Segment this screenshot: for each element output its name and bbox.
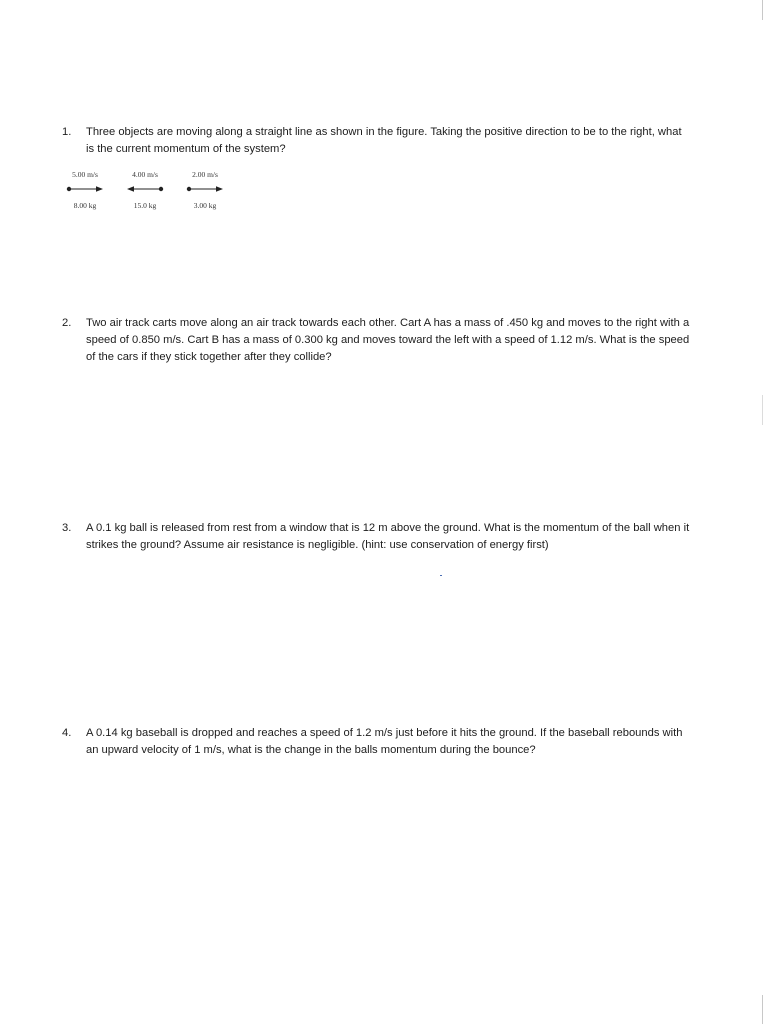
scan-edge-line-top xyxy=(762,0,763,20)
scan-edge-line-middle xyxy=(762,395,763,425)
question-number: 4. xyxy=(62,727,72,739)
object-mass-label: 3.00 kg xyxy=(193,201,217,210)
scan-edge-line-bottom xyxy=(762,995,763,1024)
question-text: Two air track carts move along an air track towards each other. Cart A has a mass of .450 kg and moves to the right with a speed of 0.850 m/s. Cart B has a mass of 0.300 kg and moves toward the left with a speed of 1.12 m/s. What is the speed of the cars if they stick together after they collide? xyxy=(86,317,690,363)
object-mass-label: 8.00 kg xyxy=(73,201,97,210)
object-speed-label: 5.00 m/s xyxy=(72,170,98,179)
question-1 xyxy=(62,124,692,158)
momentum-figure xyxy=(60,168,240,212)
figure-object-1 xyxy=(60,168,110,212)
question-text: A 0.14 kg baseball is dropped and reaches a speed of 1.2 m/s just before it hits the ground. If the baseball rebounds with an upward velocity of 1 m/s, what is the change in the balls momentum during the bounce? xyxy=(86,727,683,756)
ink-speck xyxy=(440,575,442,576)
question-number: 3. xyxy=(62,522,72,534)
arrow-left-icon xyxy=(120,183,170,195)
question-2 xyxy=(62,315,692,366)
arrow-right-icon xyxy=(60,183,110,195)
question-number: 2. xyxy=(62,317,72,329)
arrow-right-icon xyxy=(180,183,230,195)
question-text: A 0.1 kg ball is released from rest from a window that is 12 m above the ground. What is the momentum of the ball when it strikes the ground? Assume air resistance is negligible. (hint: use conservation of energy first) xyxy=(86,522,690,551)
question-number: 1. xyxy=(62,126,72,138)
question-text: Three objects are moving along a straight line as shown in the figure. Taking the positive direction to be to the right, what is the current momentum of the system? xyxy=(86,126,682,155)
object-mass-label: 15.0 kg xyxy=(133,201,157,210)
question-3 xyxy=(62,520,692,554)
figure-object-2 xyxy=(120,168,170,212)
object-speed-label: 2.00 m/s xyxy=(192,170,218,179)
figure-object-3 xyxy=(180,168,230,212)
object-speed-label: 4.00 m/s xyxy=(132,170,158,179)
question-4 xyxy=(62,725,692,759)
